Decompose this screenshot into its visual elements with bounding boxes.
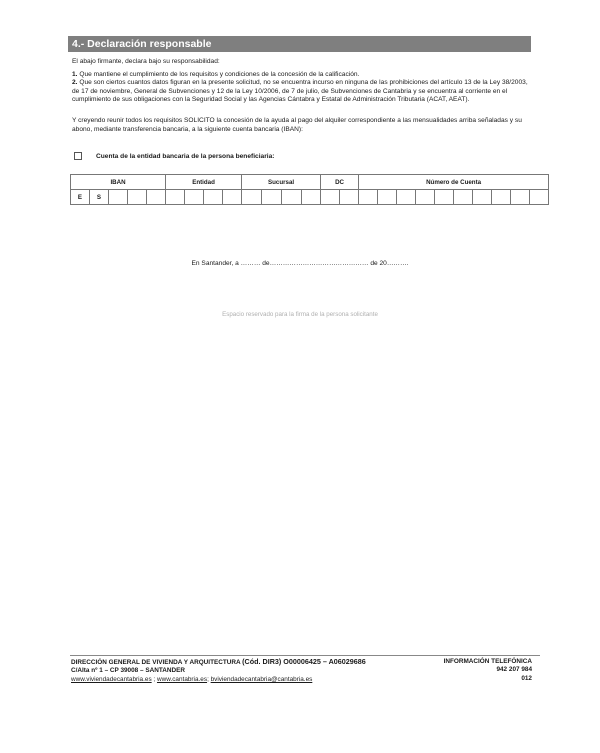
footer-separator: ; bbox=[151, 675, 157, 683]
footer-organization bbox=[71, 658, 366, 684]
item-text: Que mantiene el cumplimiento de los requisitos y condiciones de la concesión de la calificación. bbox=[79, 71, 360, 78]
account-digit-cell[interactable] bbox=[359, 190, 378, 205]
sucursal-header: Sucursal bbox=[242, 175, 321, 190]
account-digit-cell[interactable] bbox=[454, 190, 473, 205]
footer-phone: 942 207 984 bbox=[496, 666, 532, 674]
footer-org-name: DIRECCIÓN GENERAL DE VIVIENDA Y ARQUITECTURA bbox=[71, 659, 241, 666]
item-number: 2. bbox=[72, 79, 78, 86]
bank-account-checkbox-label: Cuenta de la entidad bancaria de la persona beneficiaria: bbox=[96, 153, 275, 160]
item-number: 1. bbox=[72, 71, 78, 78]
entidad-header: Entidad bbox=[166, 175, 242, 190]
numero-cuenta-header: Número de Cuenta bbox=[359, 175, 549, 190]
account-digit-cell[interactable] bbox=[473, 190, 492, 205]
iban-prefix-cell: E bbox=[71, 190, 90, 205]
account-digit-cell[interactable] bbox=[511, 190, 530, 205]
declaration-item-2 bbox=[72, 79, 532, 105]
account-digit-cell[interactable] bbox=[435, 190, 454, 205]
footer-page-code: 012 bbox=[521, 674, 532, 682]
iban-prefix-cell: S bbox=[90, 190, 109, 205]
footer-link-vivienda[interactable]: www.viviendadecantabria.es bbox=[71, 675, 152, 683]
footer-separator: ; bbox=[207, 675, 211, 683]
solicito-text: Y creyendo reunir todos los requisitos SOLICITO la concesión de la ayuda al pago del alquiler correspondiente a las mensualidades arriba señaladas y su abono, mediante transferencia bancaria, a la siguiente cuenta bancaria (IBAN): bbox=[72, 117, 522, 133]
entidad-digit-cell[interactable] bbox=[185, 190, 204, 205]
footer-link-cantabria[interactable]: www.cantabria.es bbox=[156, 675, 208, 683]
footer-phone-info bbox=[444, 658, 532, 683]
item-text: Que son ciertos cuantos datos figuran en la presente solicitud, no se encuentra incurso en ninguna de las prohibiciones del artículo 13 de la Ley 38/2003, de 17 de noviembre, General de Subvenciones y 12 de la Ley 10/2006, de 7 de julio, de Subvenciones de Cantabria y se encuentra al corriente en el cumplimiento de sus obligaciones con la Seguridad Social y las Agencias Cántabra y Estatal de Administración Tributaria (ACAT, AEAT). bbox=[72, 79, 528, 104]
intro-text: El abajo firmante, declara bajo su responsabilidad: bbox=[72, 58, 220, 65]
place-date-line: En Santander, a ……… de……………………………………… de 20………. bbox=[191, 260, 409, 267]
footer-dir3-code: (Cód. DIR3) O00006425 – A06029686 bbox=[242, 657, 366, 666]
section-title: 4.- Declaración responsable bbox=[68, 36, 531, 52]
iban-header: IBAN bbox=[71, 175, 166, 190]
dc-digit-cell[interactable] bbox=[321, 190, 340, 205]
bank-account-table bbox=[70, 174, 549, 205]
dc-header: DC bbox=[321, 175, 359, 190]
account-digit-cell[interactable] bbox=[416, 190, 435, 205]
entidad-digit-cell[interactable] bbox=[223, 190, 242, 205]
footer-info-label: INFORMACIÓN TELEFÓNICA bbox=[443, 658, 532, 665]
dc-digit-cell[interactable] bbox=[340, 190, 359, 205]
sucursal-digit-cell[interactable] bbox=[282, 190, 302, 205]
sucursal-digit-cell[interactable] bbox=[302, 190, 321, 205]
account-digit-cell[interactable] bbox=[397, 190, 416, 205]
sucursal-digit-cell[interactable] bbox=[262, 190, 282, 205]
footer-link-email[interactable]: bviviendadecantabria@cantabria.es bbox=[210, 675, 313, 683]
account-digit-cell[interactable] bbox=[530, 190, 549, 205]
iban-digit-cell[interactable] bbox=[109, 190, 128, 205]
sucursal-digit-cell[interactable] bbox=[242, 190, 262, 205]
account-digit-cell[interactable] bbox=[492, 190, 511, 205]
footer-divider bbox=[70, 655, 540, 656]
iban-digit-cell[interactable] bbox=[147, 190, 166, 205]
entidad-digit-cell[interactable] bbox=[166, 190, 185, 205]
bank-account-checkbox[interactable] bbox=[74, 152, 82, 160]
iban-digit-cell[interactable] bbox=[128, 190, 147, 205]
footer-links bbox=[71, 676, 366, 684]
account-digit-cell[interactable] bbox=[378, 190, 397, 205]
signature-space: Espacio reservado para la firma de la persona solicitante bbox=[222, 311, 378, 318]
entidad-digit-cell[interactable] bbox=[204, 190, 223, 205]
footer-address: C/Alta nº 1 – CP 39008 – SANTANDER bbox=[71, 667, 185, 675]
